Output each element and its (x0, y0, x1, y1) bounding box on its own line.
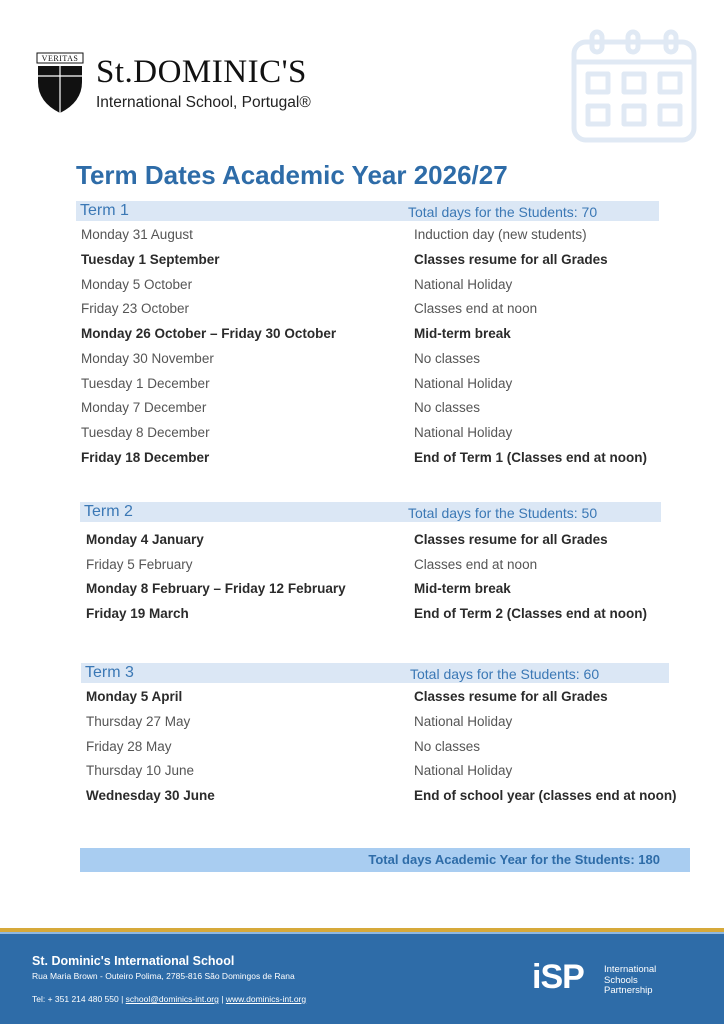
row-date: Thursday 27 May (86, 714, 191, 729)
row-date: Monday 5 April (86, 689, 183, 704)
page-title: Term Dates Academic Year 2026/27 (76, 160, 508, 190)
row-event: National Holiday (414, 425, 513, 440)
row-event: National Holiday (414, 714, 513, 729)
row-event: Classes end at noon (414, 557, 538, 572)
row-date: Monday 7 December (81, 400, 207, 415)
term-row (86, 784, 686, 808)
term-3-header (81, 663, 669, 683)
term-name: Term 3 (85, 664, 134, 681)
row-event: End of Term 2 (Classes end at noon) (414, 606, 648, 621)
row-date: Tuesday 1 December (81, 376, 210, 391)
footer-separator: | (218, 994, 226, 1004)
row-date: Wednesday 30 June (86, 788, 215, 803)
term-row (81, 248, 681, 272)
row-date: Friday 23 October (81, 301, 190, 316)
footer-email-link[interactable]: school@dominics-int.org (125, 994, 219, 1004)
row-date: Monday 26 October – Friday 30 October (81, 326, 337, 341)
term-name: Term 2 (84, 503, 133, 520)
term-row (86, 759, 686, 783)
row-event: Classes resume for all Grades (414, 689, 608, 704)
row-date: Monday 8 February – Friday 12 February (86, 581, 346, 596)
footer-contact (32, 994, 306, 1004)
isp-logo: iSP (532, 958, 584, 996)
term-total: Total days for the Students: 70 (408, 204, 598, 220)
footer (0, 928, 724, 1024)
row-event: Mid-term break (414, 581, 511, 596)
school-subtitle: International School, Portugal® (96, 94, 311, 111)
row-date: Tuesday 1 September (81, 252, 220, 267)
row-date: Friday 19 March (86, 606, 189, 621)
row-date: Thursday 10 June (86, 763, 195, 778)
term-row (81, 297, 681, 321)
term-row (81, 322, 681, 346)
grand-total-bar (80, 848, 690, 872)
row-date: Monday 5 October (81, 277, 193, 292)
row-event: National Holiday (414, 376, 513, 391)
partner-line-1: International (604, 964, 657, 975)
veritas-label: VERITAS (41, 54, 79, 63)
term-row (81, 273, 681, 297)
term-row (86, 685, 686, 709)
term-total: Total days for the Students: 60 (410, 666, 600, 682)
term-row (86, 553, 686, 577)
row-date: Friday 5 February (86, 557, 193, 572)
footer-address: Rua Maria Brown - Outeiro Polima, 2785-816 São Domingos de Rana (32, 971, 295, 981)
isp-partner-text (604, 965, 656, 997)
term-row (86, 577, 686, 601)
term-row (81, 396, 681, 420)
term-1-header (76, 201, 659, 221)
row-date: Monday 30 November (81, 351, 214, 366)
term-row (81, 347, 681, 371)
term-row (86, 735, 686, 759)
footer-school-name: St. Dominic's International School (32, 954, 235, 968)
term-name: Term 1 (80, 202, 129, 219)
row-event: National Holiday (414, 763, 513, 778)
row-event: End of Term 1 (Classes end at noon) (414, 450, 648, 465)
row-date: Monday 4 January (86, 532, 204, 547)
grand-total-label: Total days Academic Year for the Students: 180 (368, 852, 660, 867)
footer-stripe-secondary (0, 932, 724, 934)
row-event: End of school year (classes end at noon) (414, 788, 677, 803)
row-event: No classes (414, 739, 481, 754)
term-2-header (80, 502, 661, 522)
row-date: Monday 31 August (81, 227, 193, 242)
row-event: Induction day (new students) (414, 227, 587, 242)
row-event: Classes resume for all Grades (414, 532, 608, 547)
term-total: Total days for the Students: 50 (408, 505, 598, 521)
school-name: St.DOMINIC'S (96, 54, 307, 90)
footer-tel: Tel: + 351 214 480 550 | (32, 994, 126, 1004)
row-event: Classes resume for all Grades (414, 252, 608, 267)
term-row (81, 421, 681, 445)
row-event: Mid-term break (414, 326, 511, 341)
row-date: Friday 18 December (81, 450, 210, 465)
term-row (81, 223, 681, 247)
row-event: National Holiday (414, 277, 513, 292)
term-row (81, 446, 681, 470)
term-row (86, 602, 686, 626)
footer-website-link[interactable]: www.dominics-int.org (225, 994, 307, 1004)
partner-line-2: Schools (604, 974, 638, 986)
row-event: Classes end at noon (414, 301, 538, 316)
row-event: No classes (414, 351, 481, 366)
calendar-icon (570, 28, 698, 144)
term-row (86, 710, 686, 734)
school-logo (36, 52, 336, 116)
term-row (81, 372, 681, 396)
row-date: Friday 28 May (86, 739, 172, 754)
partner-line-3: Partnership (604, 985, 653, 996)
row-event: No classes (414, 400, 481, 415)
row-date: Tuesday 8 December (81, 425, 210, 440)
term-row (86, 528, 686, 552)
